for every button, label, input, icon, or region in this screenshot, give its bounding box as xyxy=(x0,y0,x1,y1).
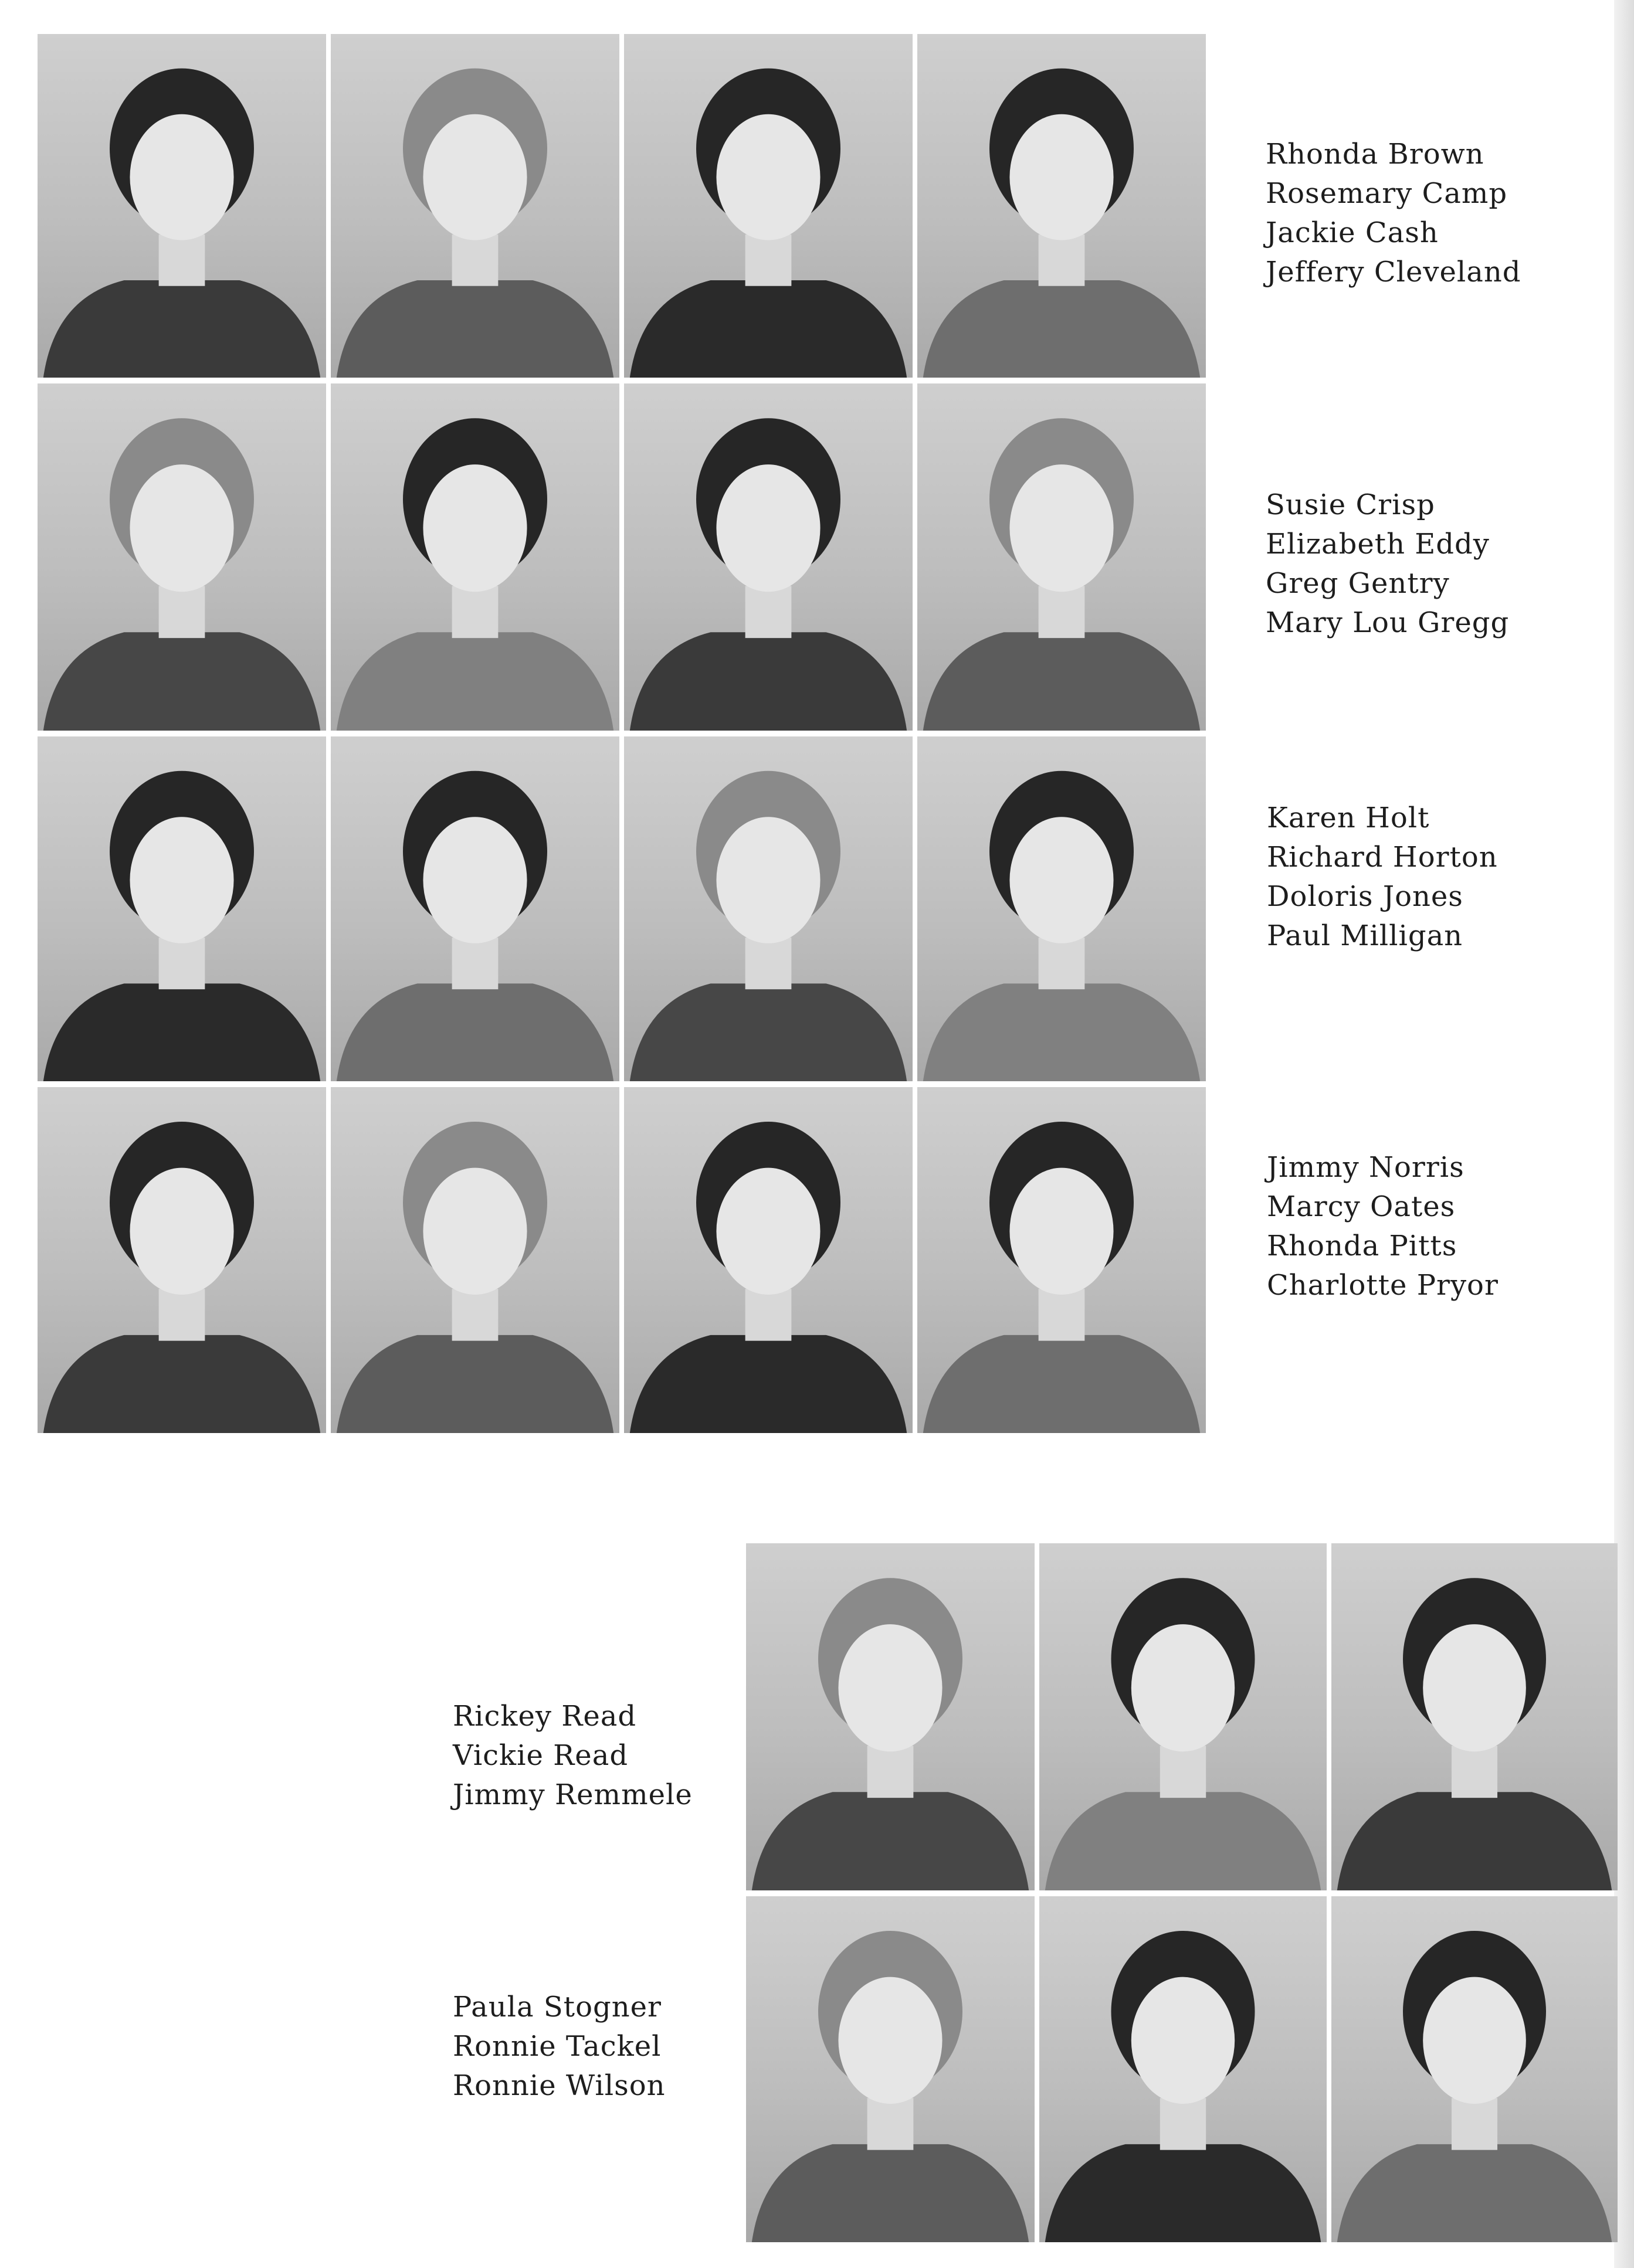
student-name: Doloris Jones xyxy=(1267,880,1463,913)
name-list xyxy=(1266,485,1509,643)
portrait-silhouette xyxy=(1331,1543,1618,1890)
name-list xyxy=(1266,135,1521,292)
portrait-silhouette xyxy=(38,34,326,378)
portrait-silhouette xyxy=(624,383,913,731)
student-name: Charlotte Pryor xyxy=(1267,1269,1499,1302)
portrait-silhouette xyxy=(624,736,913,1081)
student-name: Elizabeth Eddy xyxy=(1266,528,1490,561)
portrait-silhouette xyxy=(38,1087,326,1433)
portrait-silhouette xyxy=(624,34,913,378)
student-name: Rickey Read xyxy=(453,1700,637,1733)
student-name: Greg Gentry xyxy=(1266,567,1450,600)
portrait-silhouette xyxy=(1039,1896,1327,2242)
portrait-photo xyxy=(38,736,326,1081)
student-name: Ronnie Wilson xyxy=(453,2069,666,2102)
portrait-silhouette xyxy=(38,736,326,1081)
student-name: Ronnie Tackel xyxy=(453,2030,662,2063)
portrait-silhouette xyxy=(331,736,619,1081)
portrait-photo xyxy=(624,1087,913,1433)
portrait-silhouette xyxy=(1331,1896,1618,2242)
portrait-photo xyxy=(1331,1896,1618,2242)
student-name: Susie Crisp xyxy=(1266,488,1435,521)
portrait-photo xyxy=(331,1087,619,1433)
portrait-silhouette xyxy=(917,34,1206,378)
name-list xyxy=(1267,1148,1499,1305)
portrait-photo xyxy=(1039,1896,1327,2242)
portrait-silhouette xyxy=(331,1087,619,1433)
student-name: Jimmy Norris xyxy=(1267,1151,1465,1184)
student-name: Jimmy Remmele xyxy=(453,1778,693,1811)
name-list xyxy=(1267,799,1498,956)
portrait-photo xyxy=(746,1896,1035,2242)
portrait-silhouette xyxy=(331,383,619,731)
student-name: Richard Horton xyxy=(1267,841,1498,874)
portrait-photo xyxy=(331,383,619,731)
portrait-silhouette xyxy=(917,383,1206,731)
portrait-photo xyxy=(331,34,619,378)
portrait-silhouette xyxy=(1039,1543,1327,1890)
student-name: Marcy Oates xyxy=(1267,1190,1456,1223)
portrait-photo xyxy=(1331,1543,1618,1890)
portrait-photo xyxy=(746,1543,1035,1890)
portrait-silhouette xyxy=(917,736,1206,1081)
portrait-photo xyxy=(917,1087,1206,1433)
student-name: Karen Holt xyxy=(1267,802,1430,834)
student-name: Rhonda Pitts xyxy=(1267,1230,1457,1262)
portrait-photo xyxy=(38,1087,326,1433)
portrait-photo xyxy=(1039,1543,1327,1890)
portrait-photo xyxy=(917,34,1206,378)
portrait-photo xyxy=(624,34,913,378)
portrait-silhouette xyxy=(746,1896,1035,2242)
name-list xyxy=(453,1697,693,1815)
portrait-photo xyxy=(624,383,913,731)
student-name: Paula Stogner xyxy=(453,1991,662,2023)
portrait-photo xyxy=(38,383,326,731)
portrait-photo xyxy=(624,736,913,1081)
student-name: Mary Lou Gregg xyxy=(1266,606,1510,639)
portrait-photo xyxy=(331,736,619,1081)
portrait-silhouette xyxy=(746,1543,1035,1890)
student-name: Jackie Cash xyxy=(1266,216,1439,249)
portrait-silhouette xyxy=(331,34,619,378)
portrait-photo xyxy=(917,383,1206,731)
portrait-silhouette xyxy=(624,1087,913,1433)
portrait-silhouette xyxy=(917,1087,1206,1433)
portrait-silhouette xyxy=(38,383,326,731)
student-name: Rhonda Brown xyxy=(1266,138,1484,171)
student-name: Paul Milligan xyxy=(1267,919,1463,952)
student-name: Jeffery Cleveland xyxy=(1266,256,1521,288)
portrait-photo xyxy=(38,34,326,378)
student-name: Vickie Read xyxy=(453,1739,629,1772)
student-name: Rosemary Camp xyxy=(1266,177,1508,210)
name-list xyxy=(453,1988,666,2106)
portrait-photo xyxy=(917,736,1206,1081)
